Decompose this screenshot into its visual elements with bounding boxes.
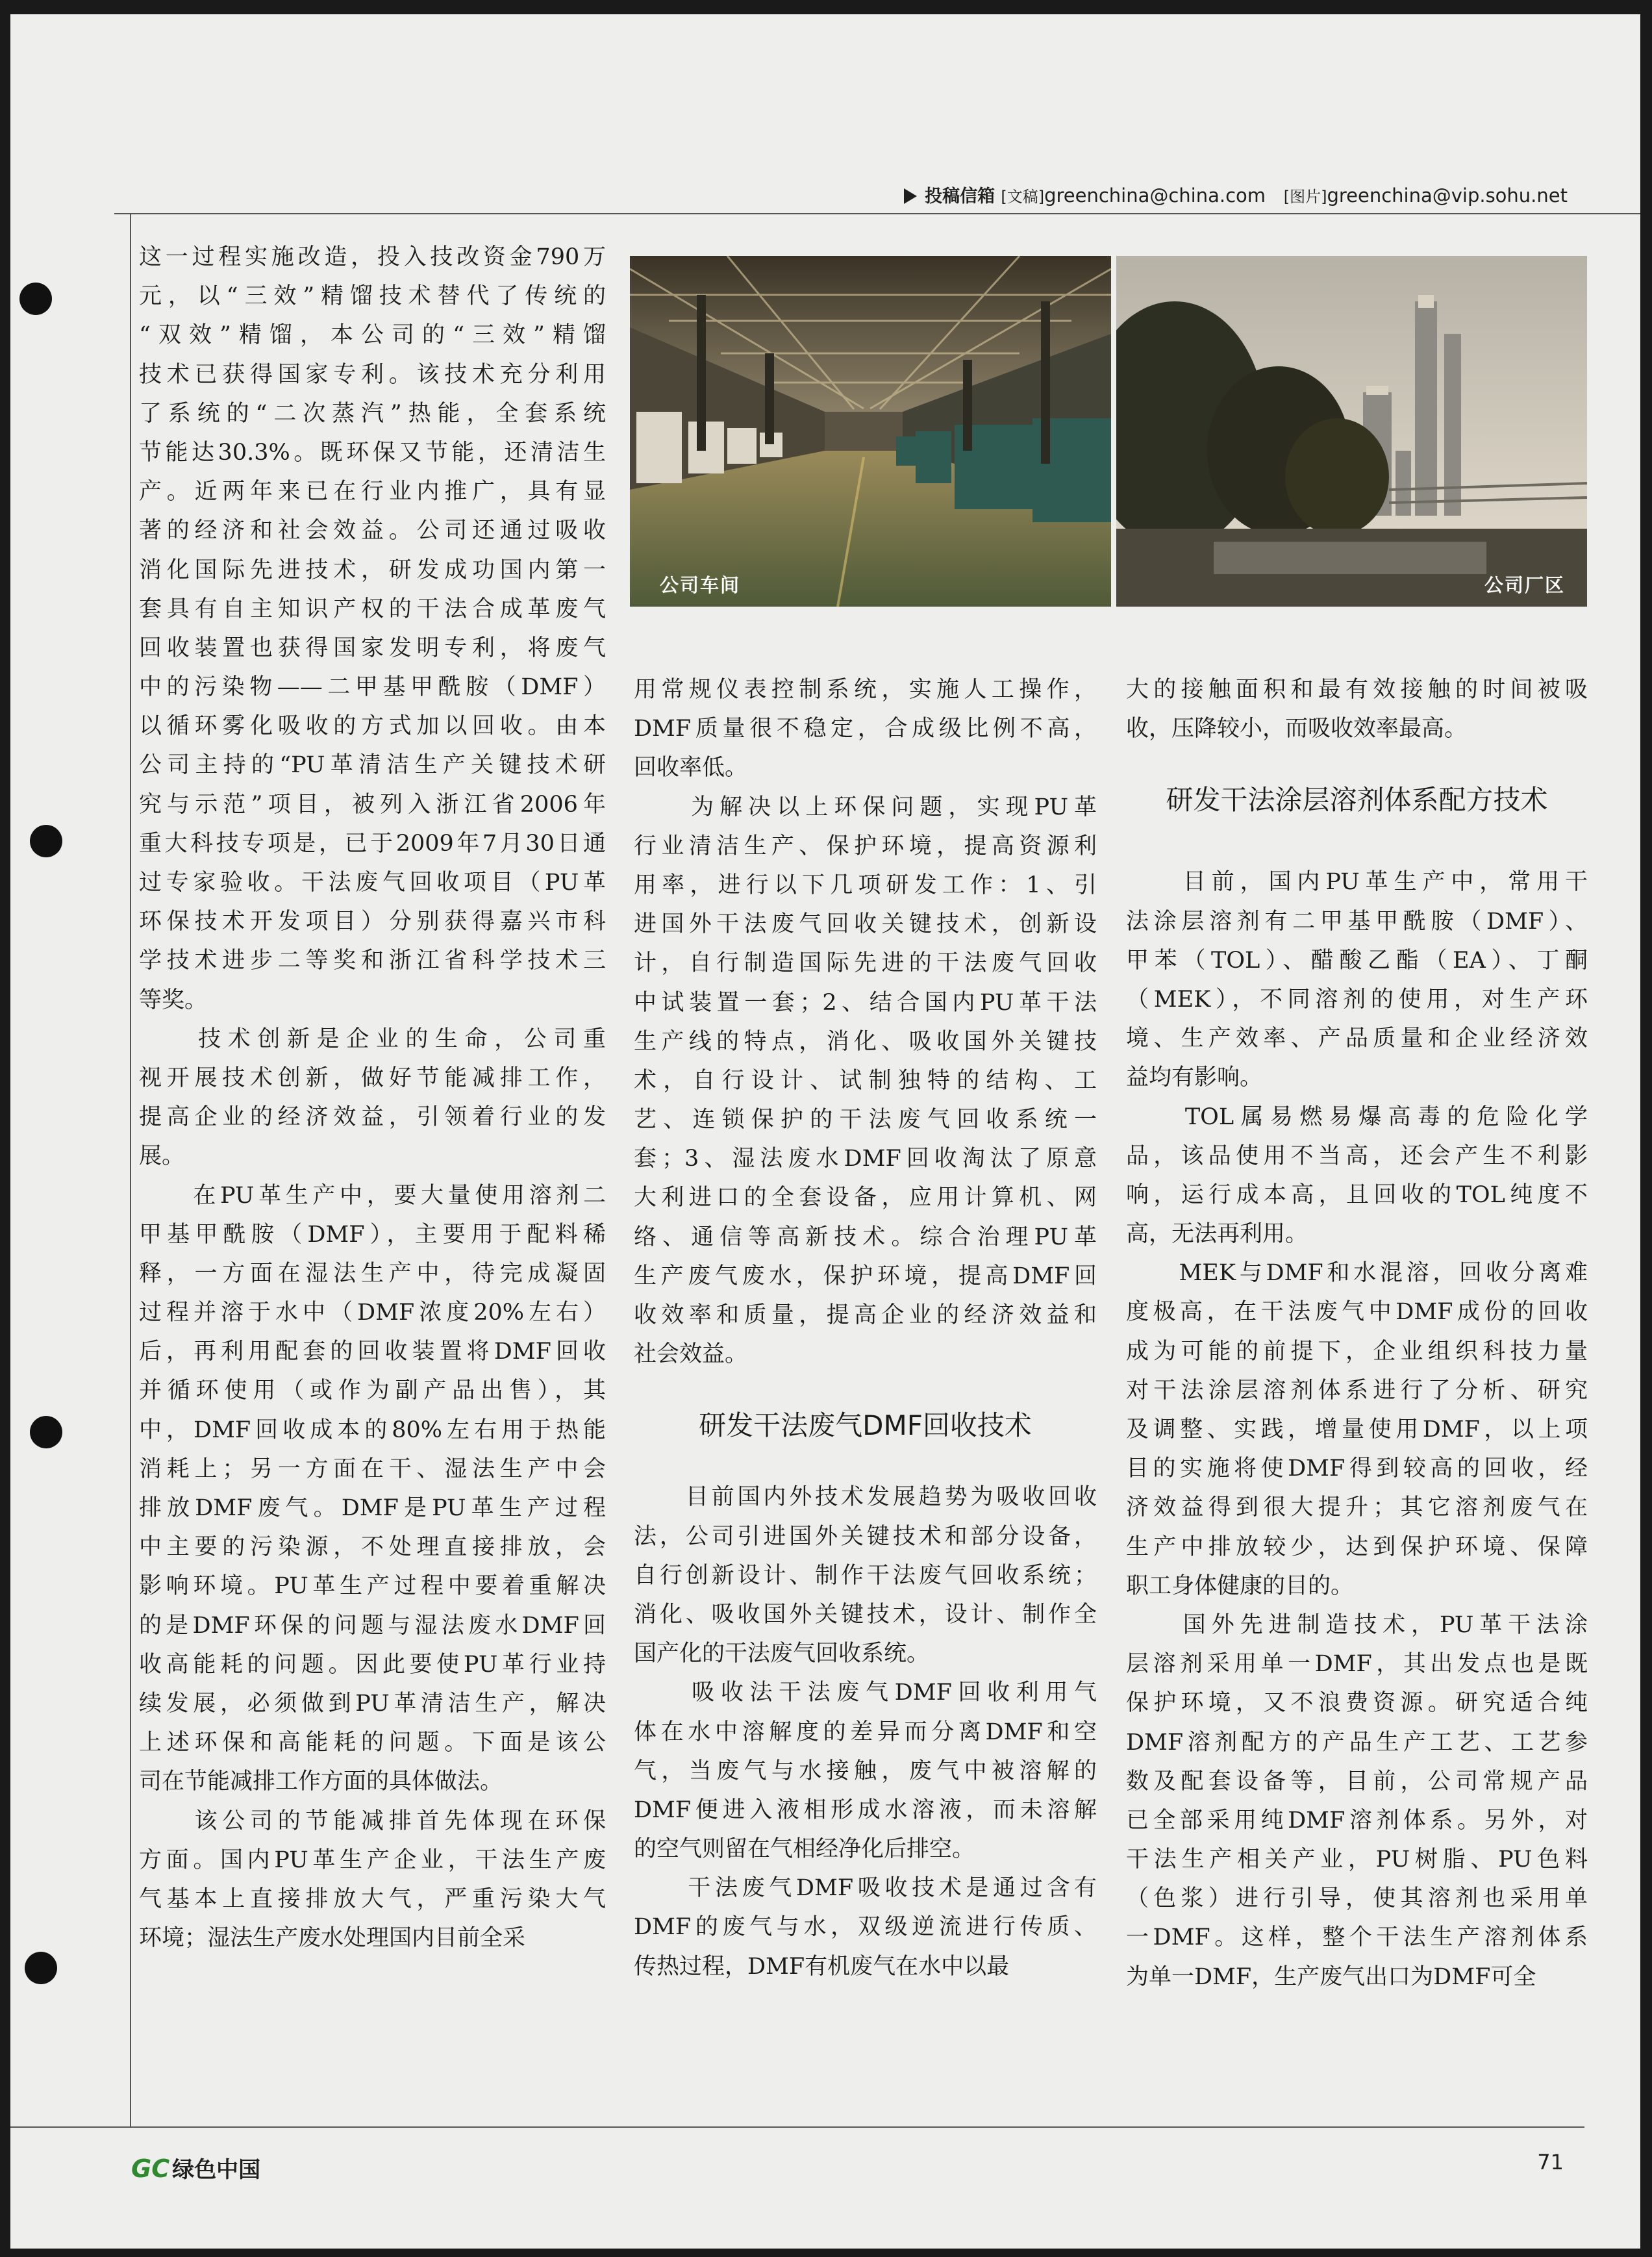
header-rule — [114, 213, 1640, 214]
text-line: 节能达30.3%。既环保又节能，还清洁生 — [139, 439, 606, 466]
text-line: 高，无法再利用。 — [1126, 1221, 1308, 1248]
text-line: 展。 — [139, 1143, 185, 1170]
text-line: 目的实施将使DMF得到较高的回收，经 — [1126, 1456, 1588, 1482]
text-line: 消化、吸收国外关键技术，设计、制作全 — [634, 1601, 1097, 1628]
text-line: 究与示范”项目，被列入浙江省2006年 — [139, 791, 606, 818]
text-line: 响，运行成本高，且回收的TOL纯度不 — [1126, 1181, 1588, 1208]
text-line: 目前国内外技术发展趋势为吸收回收 — [634, 1484, 1097, 1511]
text-line: 国产化的干法废气回收系统。 — [634, 1641, 930, 1667]
text-line: 方面。国内PU革生产企业，干法生产废 — [139, 1847, 606, 1873]
text-line: 吸收法干法废气DMF回收利用气 — [634, 1680, 1097, 1706]
text-line: 大利进口的全套设备，应用计算机、网 — [634, 1185, 1097, 1211]
heading-solvent-formula: 研发干法涂层溶剂体系配方技术 — [1166, 784, 1548, 816]
text-line: 境、生产效率、产品质量和企业经济效 — [1126, 1026, 1588, 1052]
image-email[interactable]: greenchina@vip.sohu.net — [1327, 184, 1568, 207]
text-line: 中主要的污染源，不处理直接排放，会 — [139, 1534, 606, 1561]
text-line: 干法废气DMF吸收技术是通过含有 — [634, 1875, 1097, 1902]
text-line: 生产中排放较少，达到保护环境、保障 — [1126, 1533, 1588, 1560]
text-line: 中的污染物——二甲基甲酰胺（DMF） — [139, 674, 606, 701]
text-line: 视开展技术创新，做好节能减排工作， — [139, 1065, 606, 1091]
page-number: 71 — [1537, 2150, 1564, 2175]
text-line: 数及配套设备等，目前，公司常规产品 — [1126, 1768, 1588, 1795]
text-line: DMF的废气与水，双级逆流进行传质、 — [634, 1914, 1097, 1941]
plant-photo — [1116, 256, 1587, 607]
punch-hole — [30, 1416, 62, 1448]
text-line: 济效益得到很大提升；其它溶剂废气在 — [1126, 1494, 1588, 1521]
text-line: 以循环雾化吸收的方式加以回收。由本 — [139, 713, 606, 740]
magazine-logo — [131, 2152, 260, 2184]
text-line: 产。近两年来已在行业内推广，具有显 — [139, 479, 606, 505]
plant-caption: 公司厂区 — [1484, 574, 1565, 596]
text-line: 成为可能的前提下，企业组织科技力量 — [1126, 1338, 1588, 1365]
text-line: 计，自行制造国际先进的干法废气回收 — [634, 950, 1097, 977]
gc-logo-mark: GC — [131, 2154, 170, 2183]
text-line: 司在节能减排工作方面的具体做法。 — [139, 1769, 503, 1795]
text-line: 套；3、湿法废水DMF回收淘汰了原意 — [634, 1146, 1097, 1172]
text-line: 中，DMF回收成本的80%左右用于热能 — [139, 1417, 606, 1443]
text-line: 续发展，必须做到PU革清洁生产，解决 — [139, 1690, 606, 1717]
workshop-illustration — [630, 256, 1111, 607]
text-line: 过程并溶于水中（DMF浓度20%左右） — [139, 1300, 606, 1326]
text-line: 过专家验收。干法废气回收项目（PU革 — [139, 870, 606, 896]
margin-rule — [130, 213, 131, 2126]
footer-rule — [10, 2126, 1584, 2128]
text-line: 一DMF。这样，整个干法生产溶剂体系 — [1126, 1924, 1588, 1951]
text-email[interactable]: greenchina@china.com — [1044, 184, 1266, 207]
text-line: 后，再利用配套的回收装置将DMF回收 — [139, 1339, 606, 1365]
text-line: 这一过程实施改造，投入技改资金790万 — [139, 244, 606, 270]
text-line: 进国外干法废气回收关键技术，创新设 — [634, 911, 1097, 938]
text-line: 大的接触面积和最有效接触的时间被吸 — [1126, 677, 1588, 703]
text-line: 收，压降较小，而吸收效率最高。 — [1126, 716, 1468, 742]
workshop-photo — [630, 256, 1111, 607]
column-3 — [1126, 670, 1588, 1997]
text-line: 在PU革生产中，要大量使用溶剂二 — [139, 1182, 606, 1209]
text-line: 体在水中溶解度的差异而分离DMF和空 — [634, 1719, 1097, 1745]
text-line: DMF便进入液相形成水溶液，而未溶解 — [634, 1797, 1097, 1823]
text-line: 生产废气废水，保护环境，提高DMF回 — [634, 1263, 1097, 1289]
text-line: 为单一DMF，生产废气出口为DMF可全 — [1126, 1963, 1536, 1990]
text-line: 益均有影响。 — [1126, 1065, 1263, 1091]
text-line: 回收装置也获得国家发明专利，将废气 — [139, 635, 606, 661]
punch-hole — [25, 1952, 57, 1984]
text-line: 度极高，在干法废气中DMF成份的回收 — [1126, 1299, 1588, 1326]
text-line: 用常规仪表控制系统，实施人工操作， — [634, 677, 1097, 703]
text-line: 艺、连锁保护的干法废气回收系统一 — [634, 1107, 1097, 1133]
text-line: 技术已获得国家专利。该技术充分利用 — [139, 361, 606, 388]
column-1 — [139, 238, 606, 1958]
text-line: “双效”精馏，本公司的“三效”精馏 — [139, 322, 606, 349]
text-line: 消化国际先进技术，研发成功国内第一 — [139, 557, 606, 583]
text-line: 干法生产相关产业，PU树脂、PU色料 — [1126, 1847, 1588, 1873]
text-line: 元，以“三效”精馏技术替代了传统的 — [139, 283, 606, 310]
text-line: 生产线的特点，消化、吸收国外关键技 — [634, 1028, 1097, 1055]
text-line: 的是DMF环保的问题与湿法废水DMF回 — [139, 1612, 606, 1639]
text-line: 甲苯（TOL）、醋酸乙酯（EA）、丁酮 — [1126, 947, 1588, 974]
punch-hole — [30, 825, 62, 857]
text-line: 国外先进制造技术，PU革干法涂 — [1126, 1611, 1588, 1638]
text-line: 环保技术开发项目）分别获得嘉兴市科 — [139, 909, 606, 935]
text-line: 套具有自主知识产权的干法合成革废气 — [139, 596, 606, 622]
text-line: 甲基甲酰胺（DMF），主要用于配料稀 — [139, 1221, 606, 1248]
text-line: 行业清洁生产、保护环境，提高资源利 — [634, 833, 1097, 859]
text-line: 为解决以上环保问题，实现PU革 — [634, 794, 1097, 820]
text-line: 影响环境。PU革生产过程中要着重解决 — [139, 1573, 606, 1600]
text-line: 著的经济和社会效益。公司还通过吸收 — [139, 518, 606, 544]
text-line: 上述环保和高能耗的问题。下面是该公 — [139, 1730, 606, 1756]
text-line: 的空气则留在气相经净化后排空。 — [634, 1836, 975, 1863]
text-line: 回收率低。 — [634, 755, 748, 781]
text-line: 自行创新设计、制作干法废气回收系统； — [634, 1562, 1097, 1589]
text-line: 收效率和质量，提高企业的经济效益和 — [634, 1302, 1097, 1328]
text-line: MEK与DMF和水混溶，回收分离难 — [1126, 1260, 1588, 1287]
text-line: 学技术进步二等奖和浙江省科学技术三 — [139, 948, 606, 974]
text-line: 公司主持的“PU革清洁生产关键技术研 — [139, 752, 606, 779]
heading-dmf-recovery: 研发干法废气DMF回收技术 — [699, 1409, 1032, 1442]
text-line: 排放DMF废气。DMF是PU革生产过程 — [139, 1495, 606, 1521]
text-line: 络、通信等高新技术。综合治理PU革 — [634, 1224, 1097, 1250]
text-line: TOL属易燃易爆高毒的危险化学 — [1126, 1103, 1588, 1130]
text-line: 法，公司引进国外关键技术和部分设备， — [634, 1523, 1097, 1550]
image-tag: [图片] — [1283, 188, 1327, 206]
text-line: 法涂层溶剂有二甲基甲酰胺（DMF）、 — [1126, 908, 1588, 935]
magazine-page — [10, 14, 1640, 2249]
triangle-arrow-icon — [904, 188, 917, 204]
text-line: DMF质量很不稳定，合成级比例不高， — [634, 716, 1097, 742]
text-line: 环境；湿法生产废水处理国内目前全采 — [139, 1925, 526, 1952]
text-line: （MEK），不同溶剂的使用，对生产环 — [1126, 986, 1588, 1013]
text-line: 该公司的节能减排首先体现在环保 — [139, 1808, 606, 1834]
text-line: 对干法涂层溶剂体系进行了分析、研究 — [1126, 1377, 1588, 1404]
workshop-caption: 公司车间 — [660, 574, 741, 596]
text-line: 层溶剂采用单一DMF，其出发点也是既 — [1126, 1651, 1588, 1678]
text-line: 技术创新是企业的生命，公司重 — [139, 1026, 606, 1052]
text-line: 术，自行设计、试制独特的结构、工 — [634, 1067, 1097, 1094]
plant-illustration — [1116, 256, 1587, 607]
text-line: 用率，进行以下几项研发工作：1、引 — [634, 872, 1097, 898]
text-line: 等奖。 — [139, 987, 208, 1013]
text-line: 收高能耗的问题。因此要使PU革行业持 — [139, 1651, 606, 1678]
text-line: DMF溶剂配方的产品生产工艺、工艺参 — [1126, 1729, 1588, 1756]
text-line: （色浆）进行引导，使其溶剂也采用单 — [1126, 1885, 1588, 1912]
submission-label: 投稿信箱 — [925, 186, 995, 207]
text-line: 了系统的“二次蒸汽”热能，全套系统 — [139, 400, 606, 427]
magazine-name: 绿色中国 — [172, 2157, 261, 2183]
text-line: 目前，国内PU革生产中，常用干 — [1126, 869, 1588, 896]
text-line: 社会效益。 — [634, 1341, 748, 1368]
column-2 — [634, 670, 1097, 1986]
text-line: 气基本上直接排放大气，严重污染大气 — [139, 1885, 606, 1912]
text-line: 品，该品使用不当高，还会产生不利影 — [1126, 1142, 1588, 1169]
text-line: 中试装置一套；2、结合国内PU革干法 — [634, 989, 1097, 1016]
text-line: 传热过程，DMF有机废气在水中以最 — [634, 1953, 1010, 1980]
text-line: 提高企业的经济效益，引领着行业的发 — [139, 1104, 606, 1131]
text-line: 释，一方面在湿法生产中，待完成凝固 — [139, 1260, 606, 1287]
text-line: 并循环使用（或作为副产品出售），其 — [139, 1378, 606, 1404]
text-tag: [文稿] — [1001, 188, 1045, 206]
punch-hole — [19, 283, 52, 315]
text-line: 及调整、实践，增量使用DMF，以上项 — [1126, 1417, 1588, 1443]
text-line: 重大科技专项是，已于2009年7月30日通 — [139, 830, 606, 857]
text-line: 气，当废气与水接触，废气中被溶解的 — [634, 1758, 1097, 1784]
text-line: 职工身体健康的目的。 — [1126, 1572, 1354, 1599]
submission-header — [904, 182, 1568, 207]
text-line: 保护环境，又不浪费资源。研究适合纯 — [1126, 1690, 1588, 1717]
text-line: 消耗上；另一方面在干、湿法生产中会 — [139, 1456, 606, 1482]
text-line: 已全部采用纯DMF溶剂体系。另外，对 — [1126, 1807, 1588, 1834]
